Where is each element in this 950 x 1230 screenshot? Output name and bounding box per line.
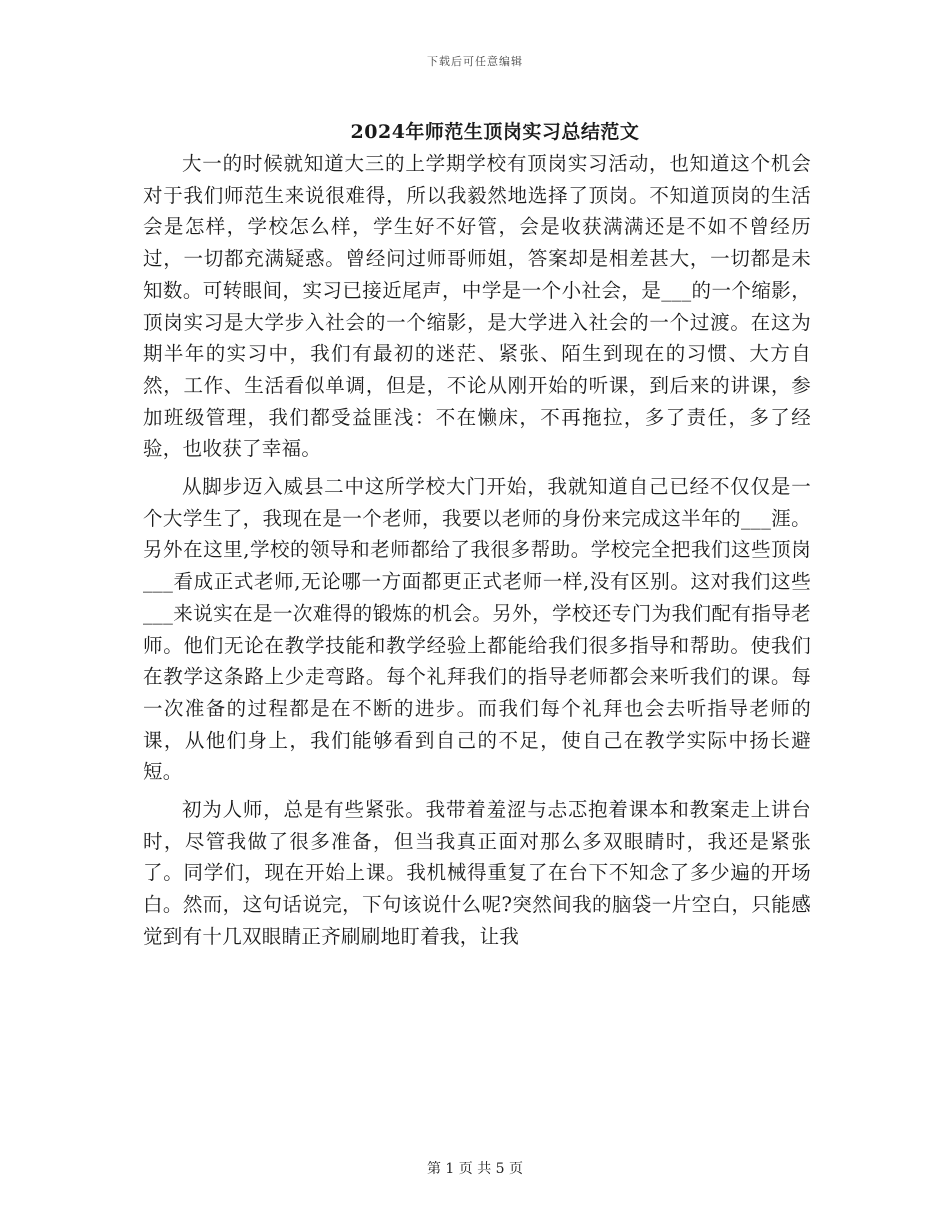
- document-body: [143, 148, 811, 953]
- page-number-footer: 第 1 页 共 5 页: [426, 1161, 524, 1177]
- document-title: 2024年师范生顶岗实习总结范文: [350, 121, 640, 143]
- header-note: 下载后可任意编辑: [427, 55, 523, 68]
- paragraph-3: 初为人师，总是有些紧张。我带着羞涩与忐忑抱着课本和教案走上讲台时，尽管我做了很多准备，但当我真正面对那么多双眼睛时，我还是紧张了。同学们，现在开始上课。我机械得重复了在台下不知念了多少遍的开场白。然而，这句话说完，下句该说什么呢?突然间我的脑袋一片空白，只能感觉到有十几双眼睛正齐刷刷地盯着我，让我: [143, 798, 811, 948]
- paragraph-1: 大一的时候就知道大三的上学期学校有顶岗实习活动，也知道这个机会对于我们师范生来说很难得，所以我毅然地选择了顶岗。不知道顶岗的生活会是怎样，学校怎么样，学生好不好管，会是收获满满还是不如不曾经历过，一切都充满疑惑。曾经问过师哥师姐，答案却是相差甚大，一切都是未知数。可转眼间，实习已接近尾声，中学是一个小社会，是___的一个缩影，顶岗实习是大学步入社会的一个缩影，是大学进入社会的一个过渡。在这为期半年的实习中，我们有最初的迷茫、紧张、陌生到现在的习惯、大方自然，工作、生活看似单调，但是，不论从刚开始的听课，到后来的讲课，参加班级管理，我们都受益匪浅：不在懒床，不再拖拉，多了责任，多了经验，也收获了幸福。: [143, 152, 811, 461]
- paragraph-2: 从脚步迈入威县二中这所学校大门开始，我就知道自己已经不仅仅是一个大学生了，我现在是一个老师，我要以老师的身份来完成这半年的___涯。另外在这里,学校的领导和老师都给了我很多帮助。学校完全把我们这些顶岗___看成正式老师,无论哪一方面都更正式老师一样,没有区别。这对我们这些___来说实在是一次难得的锻炼的机会。另外，学校还专门为我们配有指导老师。他们无论在教学技能和教学经验上都能给我们很多指导和帮助。使我们在教学这条路上少走弯路。每个礼拜我们的指导老师都会来听我们的课。每一次准备的过程都是在不断的进步。而我们每个礼拜也会去听指导老师的课，从他们身上，我们能够看到自己的不足，使自己在教学实际中扬长避短。: [143, 475, 811, 784]
